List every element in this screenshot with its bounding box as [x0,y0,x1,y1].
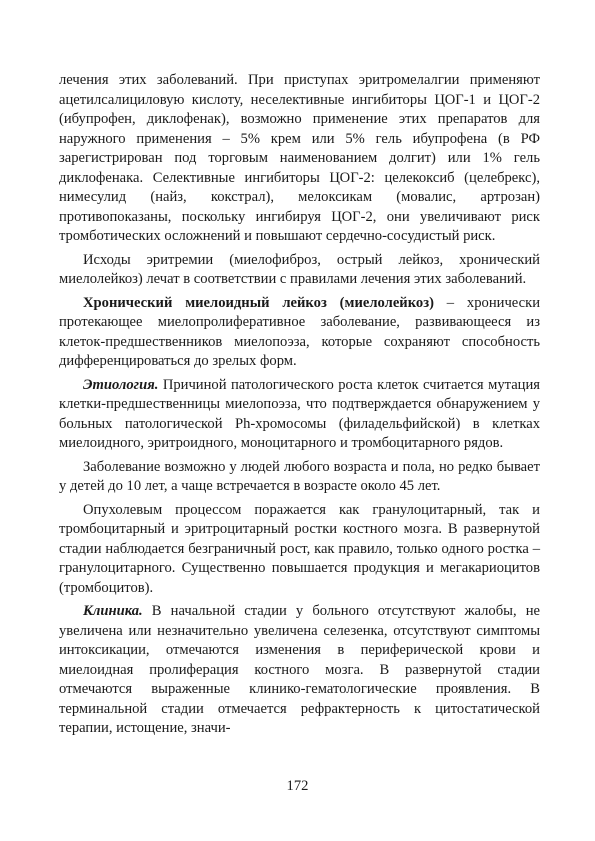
clinic-text: В начальной стадии у больного отсутствуют жалобы, не увеличена или незначительно увеличена селезенка, отсутствуют симптомы интоксикации, отмечаются изменения в периферической крови и миелоидная пролиферация костного мозга. В развернутой стадии отмечаются выраженные клинико-гематологические проявления. В терминальной стадии отмечается рефрактерность к цитостатической терапии, истощение, значи- [59,603,540,736]
page-body [59,71,540,743]
paragraph-etiology [59,376,540,454]
paragraph-outcomes: Исходы эритремии (миелофиброз, острый лейкоз, хронический миелолейкоз) лечат в соответствии с правилами лечения этих заболеваний. [59,251,540,287]
page-number: 172 [286,778,309,794]
paragraph-epidemiology: Заболевание возможно у людей любого возраста и пола, но редко бывает у детей до 10 лет, а чаще встречается в возрасте около 45 лет. [59,458,540,494]
definition-text: – хронически протекающее миелопролиферативное заболевание, развивающееся из клеток-предшественников миелопоэза, которые сохраняют способность дифференцироваться до зрелых форм. [59,294,541,369]
paragraph-treatment-continued: лечения этих заболеваний. При приступах эритромелалгии применяют ацетилсалициловую кислоту, неселективные ингибиторы ЦОГ-1 и ЦОГ-2 (ибупрофен, диклофенак), возможно применение этих препаратов для наружного применения – 5% крем или 5% гель ибупрофена (в РФ зарегистрирован под торговым наименованием долгит) или 1% гель диклофенака. Селективные ингибиторы ЦОГ-2: целекоксиб (целебрекс), нимесулид (найз, кокстрал), мелоксикам (мовалис, артрозан) противопоказаны, поскольку ингибируя ЦОГ-2, они увеличивают риск тромботических осложнений и повышают сердечно-сосудистый риск. [59,72,540,244]
etiology-text: Причиной патологического роста клеток считается мутация клетки-предшественницы миелопоэза, что подтверждается обнаружением у больных патологической Ph-хромосомы (филадельфийской) в клетках миелоидного, эритроидного, моноцитарного и тромбоцитарного рядов. [59,376,540,451]
term-cml: Хронический миелоидный лейкоз (миелолейкоз) [83,294,434,311]
paragraph-pathogenesis: Опухолевым процессом поражается как гранулоцитарный, так и тромбоцитарный и эритроцитарный ростки костного мозга. В развернутой стадии наблюдается безграничный рост, как правило, только одного ростка – гранулоцитарного. Существенно повышается продукция и мегакариоцитов (тромбоцитов). [59,501,540,596]
paragraph-cml-definition [59,294,540,372]
term-clinic: Клиника. [83,603,143,619]
term-etiology: Этиология. [83,376,159,393]
paragraph-clinic [59,602,540,739]
